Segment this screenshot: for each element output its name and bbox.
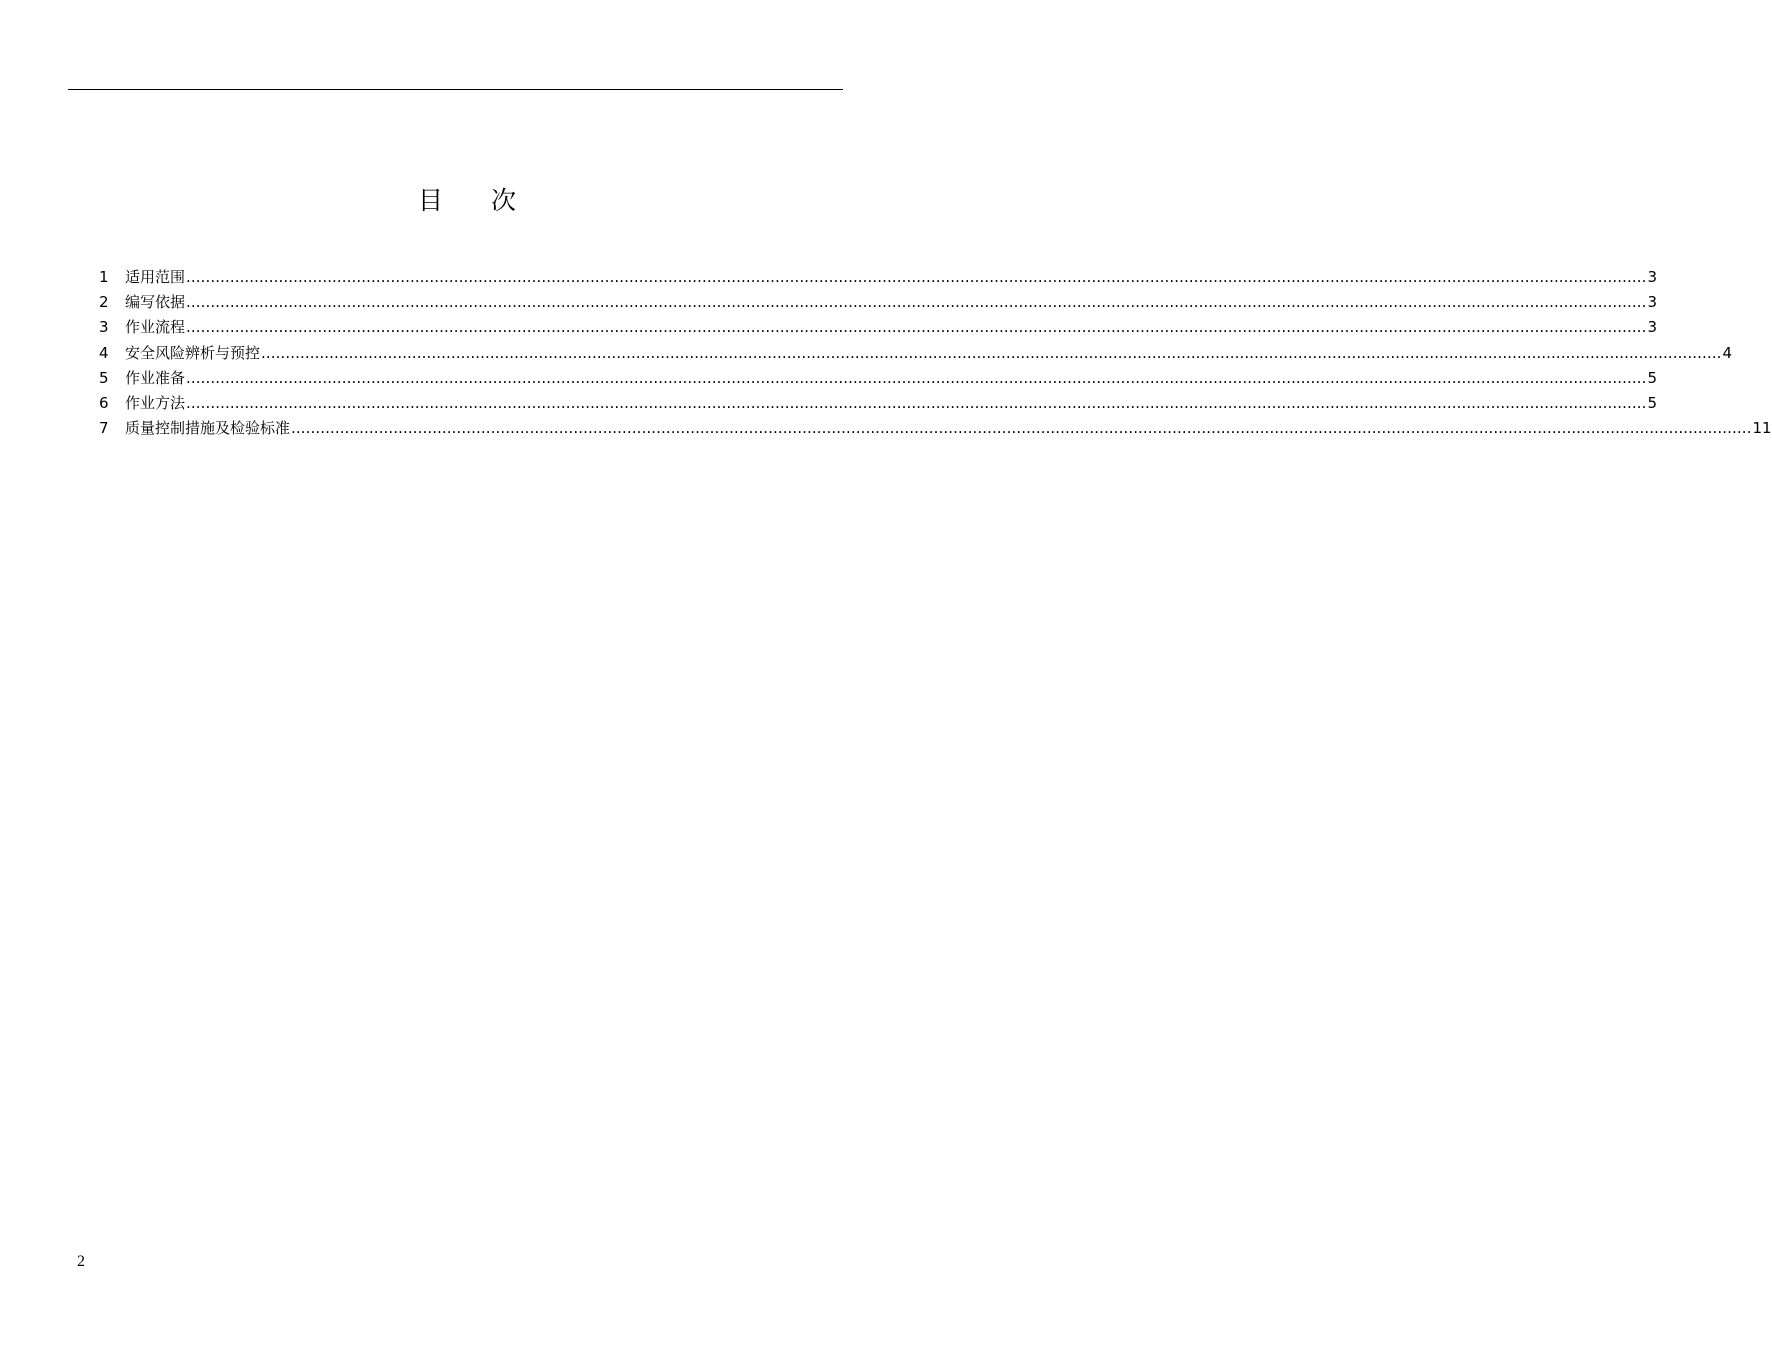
toc-entry-label: 安全风险辨析与预控 bbox=[125, 343, 261, 362]
toc-entry[interactable] bbox=[97, 416, 1772, 441]
toc-dot-leader: ............................................................................................................................................................................................................................................................................................................ bbox=[186, 318, 1647, 337]
toc-entry-page: 3 bbox=[1647, 318, 1657, 337]
toc-dot-leader: ............................................................................................................................................................................................................................................................................................................ bbox=[186, 293, 1647, 312]
toc-entry-number: 4 bbox=[99, 343, 109, 362]
toc-entry-number: 3 bbox=[99, 318, 109, 337]
toc-dot-leader: ............................................................................................................................................................................................................................................................................................................ bbox=[261, 343, 1722, 362]
toc-dot-leader: ............................................................................................................................................................................................................................................................................................................ bbox=[186, 268, 1647, 286]
toc-entry-page: 11 bbox=[1752, 419, 1772, 438]
toc-title-char-2: 次 bbox=[491, 186, 517, 215]
page-number: 2 bbox=[77, 1253, 85, 1270]
toc-entry-page: 4 bbox=[1722, 343, 1732, 362]
toc-dot-leader: ............................................................................................................................................................................................................................................................................................................ bbox=[291, 419, 1752, 438]
header-rule bbox=[68, 89, 843, 90]
toc-title bbox=[0, 184, 934, 218]
toc-dot-leader: ............................................................................................................................................................................................................................................................................................................ bbox=[186, 393, 1647, 412]
toc-entry-page: 5 bbox=[1647, 368, 1657, 387]
toc-list bbox=[97, 265, 1772, 441]
toc-entry-number: 7 bbox=[99, 419, 109, 438]
toc-entry-page: 3 bbox=[1647, 268, 1657, 286]
toc-entry-label: 作业准备 bbox=[125, 368, 186, 387]
toc-entry[interactable] bbox=[97, 265, 1657, 290]
toc-entry-number: 2 bbox=[99, 293, 109, 312]
toc-entry-page: 5 bbox=[1647, 393, 1657, 412]
toc-title-char-1: 目 bbox=[417, 186, 443, 215]
toc-entry-label: 作业方法 bbox=[125, 393, 186, 412]
toc-entry-label: 编写依据 bbox=[125, 293, 186, 312]
toc-entry-page: 3 bbox=[1647, 293, 1657, 312]
toc-dot-leader: ............................................................................................................................................................................................................................................................................................................ bbox=[186, 368, 1647, 387]
toc-entry-label: 作业流程 bbox=[125, 318, 186, 337]
toc-entry[interactable] bbox=[97, 290, 1657, 315]
toc-entry[interactable] bbox=[97, 341, 1732, 366]
toc-entry[interactable] bbox=[97, 315, 1657, 340]
toc-entry-label: 质量控制措施及检验标准 bbox=[125, 419, 291, 438]
toc-entry-number: 5 bbox=[99, 368, 109, 387]
toc-entry[interactable] bbox=[97, 391, 1657, 416]
toc-entry-label: 适用范围 bbox=[125, 268, 186, 286]
toc-entry-number: 6 bbox=[99, 393, 109, 412]
toc-entry[interactable] bbox=[97, 366, 1657, 391]
toc-entry-number: 1 bbox=[99, 268, 109, 286]
